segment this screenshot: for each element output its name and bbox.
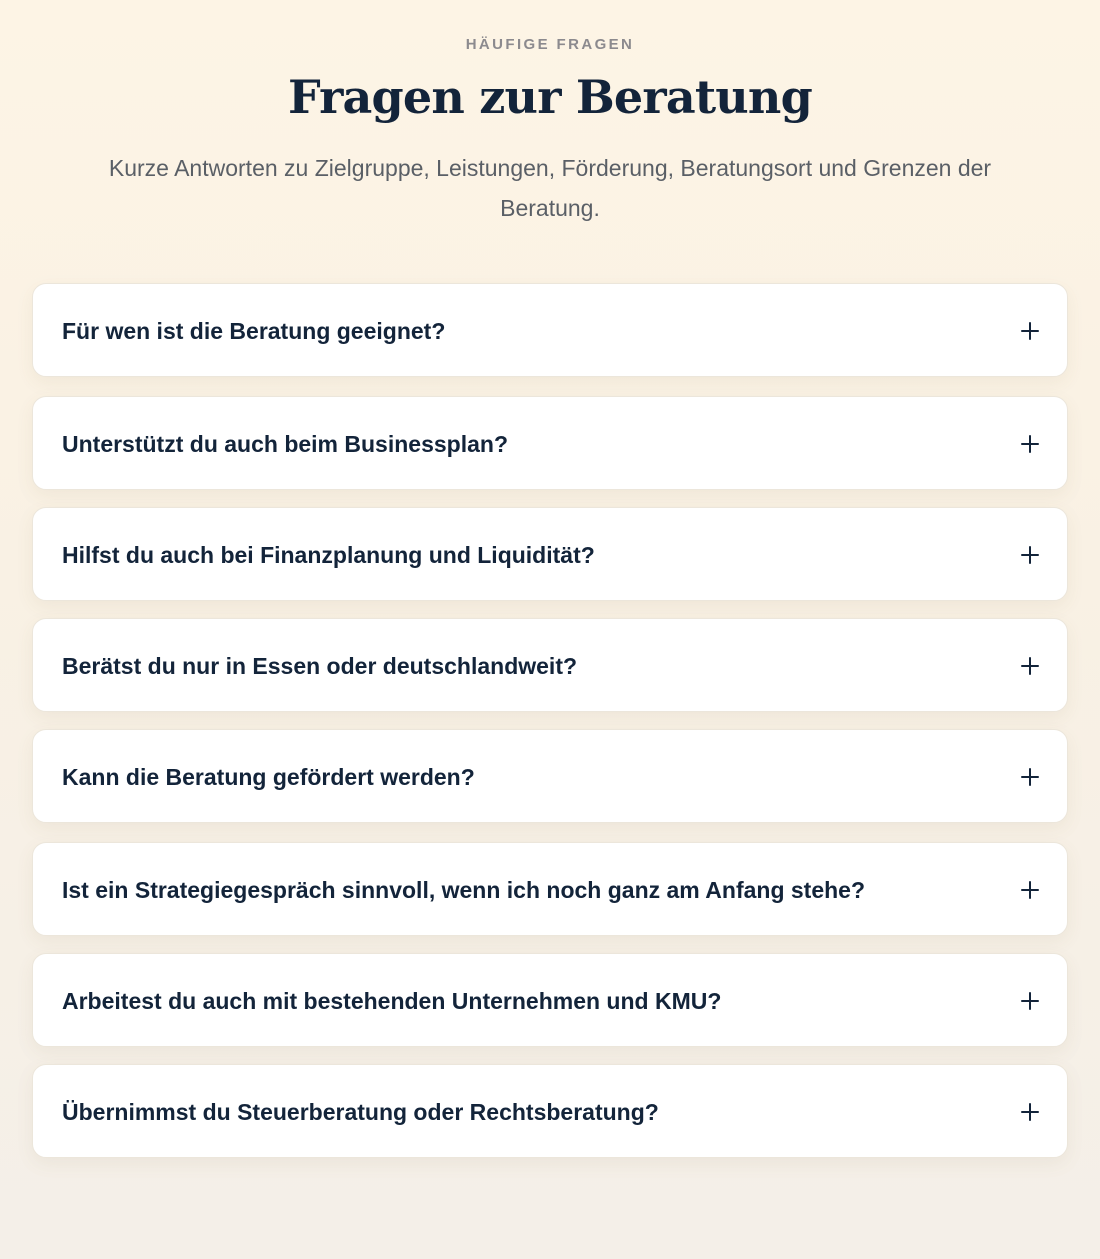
faq-item-zielgruppe[interactable]: [32, 283, 1068, 377]
faq-question: Ist ein Strategiegespräch sinnvoll, wenn ich noch ganz am Anfang stehe?: [62, 877, 866, 903]
faq-item-finanzplanung[interactable]: [32, 507, 1068, 601]
section-eyebrow: HÄUFIGE FRAGEN: [465, 36, 635, 53]
faq-item-steuerberatung[interactable]: [32, 1064, 1068, 1158]
plus-icon[interactable]: [1021, 881, 1039, 899]
faq-question: Übernimmst du Steuerberatung oder Rechtsberatung?: [62, 1099, 659, 1125]
faq-question: Hilfst du auch bei Finanzplanung und Liquidität?: [62, 542, 595, 568]
plus-icon[interactable]: [1021, 435, 1039, 453]
faq-question: Für wen ist die Beratung geeignet?: [62, 318, 446, 344]
faq-item-businessplan[interactable]: [32, 396, 1068, 490]
plus-icon[interactable]: [1021, 322, 1039, 340]
faq-item-beratungsort[interactable]: [32, 618, 1068, 712]
section-subtitle: Kurze Antworten zu Zielgruppe, Leistungen, Förderung, Beratungsort und Grenzen der Beratung.: [108, 155, 992, 221]
faq-question: Berätst du nur in Essen oder deutschlandweit?: [62, 653, 578, 679]
faq-question: Arbeitest du auch mit bestehenden Unternehmen und KMU?: [62, 988, 722, 1014]
faq-item-kmu[interactable]: [32, 953, 1068, 1047]
plus-icon[interactable]: [1021, 768, 1039, 786]
faq-item-strategiegespraech[interactable]: [32, 842, 1068, 936]
faq-question: Kann die Beratung gefördert werden?: [62, 764, 475, 790]
plus-icon[interactable]: [1021, 1103, 1039, 1121]
page-title: Fragen zur Beratung: [288, 70, 812, 124]
plus-icon[interactable]: [1021, 992, 1039, 1010]
faq-question: Unterstützt du auch beim Businessplan?: [62, 431, 508, 457]
faq-item-foerderung[interactable]: [32, 729, 1068, 823]
plus-icon[interactable]: [1021, 657, 1039, 675]
plus-icon[interactable]: [1021, 546, 1039, 564]
